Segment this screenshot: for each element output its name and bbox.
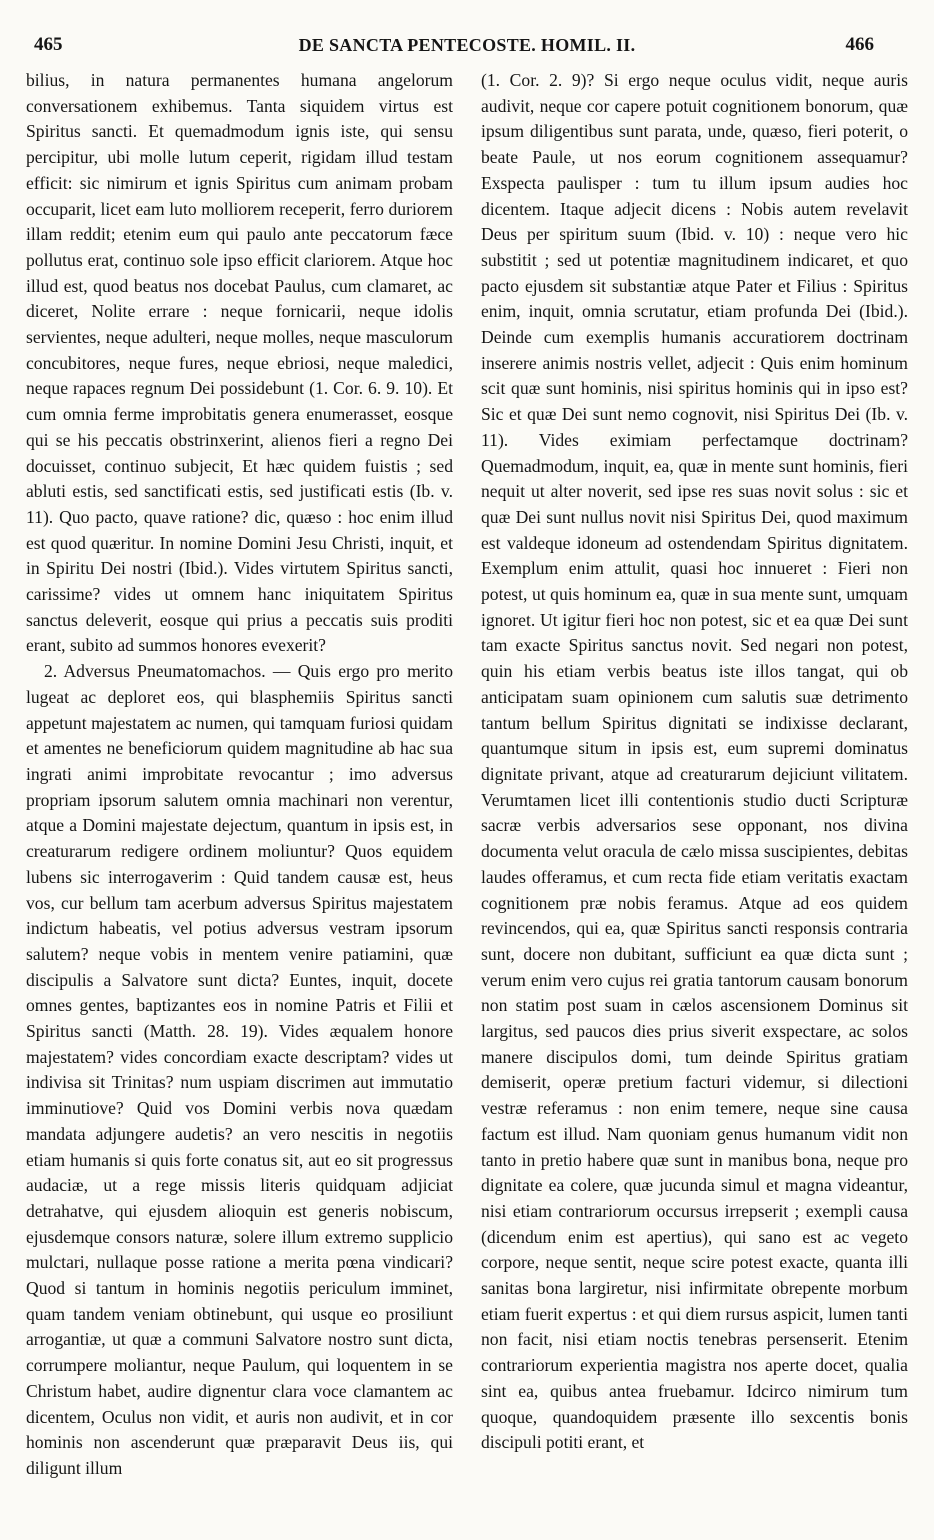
paragraph: bilius, in natura permanentes humana angelorum conversationem exhibemus. Tanta siquidem virtus est Spiritus sancti. Et quemadmodum ignis iste, qui sensu percipitur, ubi molle lutum ceperit, rigidam illud testam efficit: sic nimirum et ignis Spiritus cum animam probam occuparit, licet eam luto molliorem receperit, ferro duriorem illam reddit; etenim eum qui paulo ante peccatorum fæce pollutus erat, continuo sole ipso efficit clariorem. Atque hoc illud est, quod beatus nos docebat Paulus, cum clamaret, ac diceret, Nolite errare : neque fornicarii, neque idolis servientes, neque adulteri, neque molles, neque masculorum concubitores, neque fures, neque ebriosi, neque maledici, neque rapaces regnum Dei possidebunt (1. Cor. 6. 9. 10). Et cum omnia ferme improbitatis genera enumerasset, eosque qui se his peccatis obstrinxerint, alienos fieri a regno Dei docuisset, continuo subjecit, Et hæc quidem fuistis ; sed abluti estis, sed sanctificati estis, sed justificati estis (Ib. v. 11). Quo pacto, quave ratione? dic, quæso : hoc enim illud est quod quæritur. In nomine Domini Jesu Christi, inquit, et in Spiritu Dei nostri (Ibid.). Vides virtutem Spiritus sancti, carissime? vides ut omnem hanc iniquitatem Spiritus sanctus deleverit, eosque qui prius a peccatis suis proditi erant, subito ad summos honores evexerit? — [26, 70, 453, 656]
column-left — [26, 68, 453, 1482]
page-number-left: 465 — [34, 34, 63, 55]
text-columns — [26, 68, 908, 1482]
running-header — [26, 34, 908, 68]
paragraph: (1. Cor. 2. 9)? Si ergo neque oculus vidit, neque auris audivit, neque cor capere potuit cognitionem bonorum, quæ ipsum diligentibus sunt parata, unde, quæso, fieri poterit, o beate Paule, ut nos eorum cognitionem assequamur? Exspecta paulisper : tum tu illum ipsum audies hoc dicentem. Itaque adjecit dicens : Nobis autem revelavit Deus per spiritum suum (Ibid. v. 10) : neque vero hic substitit ; sed ut potentiæ magnitudinem indicaret, et quo pacto ejusdem sit substantiæ atque Pater et Filius : Spiritus enim, inquit, omnia scrutatur, etiam profunda Dei (Ibid.). Deinde cum exemplis humanis accuratiorem doctrinam inserere animis nostris vellet, adjecit : Quis enim hominum scit quæ sunt hominis, nisi spiritus hominis qui in ipso est? Sic et quæ Dei sunt nemo cognovit, nisi Spiritus Dei (Ib. v. 11). Vides eximiam perfectamque doctrinam? Quemadmodum, inquit, ea, quæ in mente sunt hominis, fieri nequit ut alter noverit, sed ipse res suas novit solus : sic et quæ Dei sunt nullus novit nisi Spiritus Dei, quod maximum est valdeque idoneum ad ostendendam Spiritus dignitatem. Exemplum enim attulit, quasi hoc innueret : Fieri non potest, ut quis hominum ea, quæ in sua mente sunt, umquam ignoret. Ut igitur fieri hoc non potest, sic et ea quæ Dei sunt tam exacte Spiritus sanctus novit. Sed negari non potest, quin his etiam verbis beatus iste illos tangat, qui ob anticipatam suam opinionem cum salutis suæ detrimento tantum bellum Spiritus dignitati se indixisse declarant, quantumque situm in ipsis est, eum supremi dominatus dignitate privant, atque ad creaturarum dejiciunt vilitatem. Verumtamen licet illi contentionis studio ducti Scripturæ sacræ verbis adversarios sese opponant, nos divina documenta velut oracula de cælo missa suscipientes, debitas laudes offeramus, et cum recta fide etiam veritatis exactam cognitionem præ nobis feramus. Atque ad eos quidem revincendos, qui ea, quæ Spiritus sancti responsis contraria sunt, docere non dubitant, sufficiunt ea quæ dicta sunt ; verum enim vero cujus rei gratia tantorum causam bonorum non statim post suam in cælos ascensionem Dominus sit largitus, sed paucos dies prius siverit exspectare, ac solos manere discipulos domi, tum deinde Spiritus gratiam demiserit, operæ pretium facturi videmur, si dilectioni vestræ referamus : non enim temere, neque sine causa factum est illud. Nam quoniam genus humanum vidit non tanto in pretio habere quæ sunt in manibus bona, neque pro dignitate ea colere, quæ jucunda simul et magna videantur, nisi etiam contrariorum occursus irrepserit ; exempli causa (dicendum enim est apertius), qui sano est ac vegeto corpore, neque sentit, neque scire potest exacte, quanta illi sanitas bona largiretur, nisi infirmitate obrepente morbum etiam fuerit expertus : et qui diem rursus aspicit, lumen tanti non facit, nisi etiam noctis tenebras persenserit. Etenim contrariorum experientia magistra nos aperte docet, qualia sint ea, quibus antea fruebamur. Idcirco nimirum tum quoque, quandoquidem præsente illo sexcentis bonis discipuli potiti erant, et — [481, 70, 908, 1453]
column-right — [481, 68, 908, 1482]
running-title: DE SANCTA PENTECOSTE. HOMIL. II. — [298, 35, 636, 55]
paragraph: 2. Adversus Pneumatomachos. — Quis ergo pro merito lugeat ac deploret eos, qui blasphemiis Spiritus sancti appetunt majestatem ac numen, qui tamquam furiosi quidam et amentes ne beneficiorum quidem magnitudine ab hac sua ingrati animi improbitate revocantur ; imo adversus propriam ipsorum salutem omnia machinari non verentur, atque a Domini majestate dejectum, quantum in ipsis est, in creaturarum redigere ordinem moliuntur? Quos equidem lubens sic interrogaverim : Quid tandem causæ est, heus vos, cur bellum tam acerbum adversus Spiritus majestatem indictum habeatis, vel potius adversus vestram ipsorum salutem? neque vobis in mentem venire patiamini, quæ discipulis a Salvatore sunt dicta? Euntes, inquit, docete omnes gentes, baptizantes eos in nomine Patris et Filii et Spiritus sancti (Matth. 28. 19). Vides æqualem honore majestatem? vides concordiam exacte descriptam? vides ut indivisa sit Trinitas? num uspiam discrimen aut immutatio imminutiove? Quid vos Domini verbis nova quædam mandata adjungere audetis? an vero nescitis in negotiis etiam humanis si quis forte conatus sit, aut eo sit progressus audaciæ, ut a rege missis literis quidquam adjiciat detrahatve, qui ejusdem alioquin est generis nobiscum, ejusdemque consors naturæ, solere illum extremo supplicio mulctari, nullaque posse ratione a merita pœna vindicari? Quod si tantum in hominis negotiis periculum imminet, quam tandem veniam obtinebunt, qui usque eo prosiliunt arrogantiæ, ut quæ a communi Salvatore nostro sunt dicta, corrumpere moliantur, neque Paulum, qui loquentem in se Christum habet, audire dignentur clara voce clamantem ac dicentem, Oculus non vidit, et auris non audivit, et in cor hominis non ascenderunt quæ præparavit Deus iis, qui diligunt illum — [26, 661, 453, 1478]
page-number-right: 466 — [845, 34, 874, 55]
